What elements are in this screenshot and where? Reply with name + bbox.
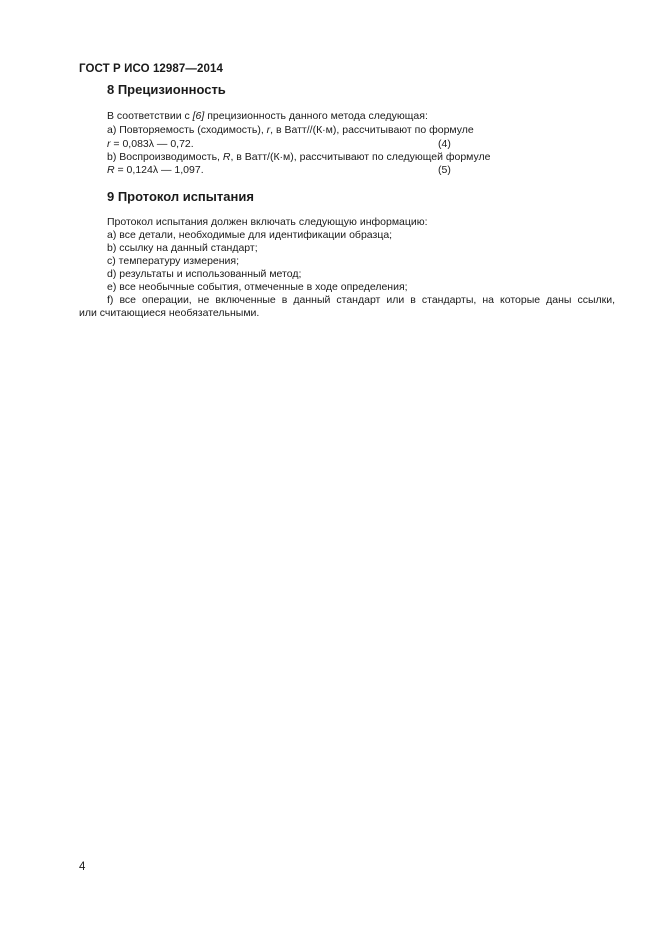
item-b-reproducibility: b) Воспроизводимость, R, в Ватт/(К·м), рассчитывают по следующей формуле <box>107 151 491 163</box>
equation-5-number: (5) <box>438 164 451 176</box>
section-9-title: 9 Протокол испытания <box>107 189 254 204</box>
standard-header: ГОСТ Р ИСО 12987—2014 <box>79 63 224 75</box>
equation-4-number: (4) <box>438 138 451 150</box>
item-a-repeatability: a) Повторяемость (сходимость), r, в Ватт//(К·м), рассчитывают по формуле <box>107 124 474 136</box>
list-item-d: d) результаты и использованный метод; <box>107 268 302 280</box>
list-item-b: b) ссылку на данный стандарт; <box>107 242 258 254</box>
equation-5: R = 0,124λ — 1,097. <box>107 164 204 176</box>
list-item-a: a) все детали, необходимые для идентификации образца; <box>107 229 393 241</box>
list-item-c: c) температуру измерения; <box>107 255 240 267</box>
section-8-intro: В соответствии с [6] прецизионность данного метода следующая: <box>107 110 428 122</box>
section-9-intro: Протокол испытания должен включать следующую информацию: <box>107 216 428 228</box>
page-number: 4 <box>79 861 86 873</box>
list-item-f-line1: f) все операции, не включенные в данный стандарт или в стандарты, на которые даны ссылки, <box>107 294 615 306</box>
list-item-f-line2: или считающиеся необязательными. <box>79 307 260 319</box>
equation-4: r = 0,083λ — 0,72. <box>107 138 194 150</box>
list-item-e: e) все необычные события, отмеченные в ходе определения; <box>107 281 408 293</box>
section-8-title: 8 Прецизионность <box>107 82 226 97</box>
